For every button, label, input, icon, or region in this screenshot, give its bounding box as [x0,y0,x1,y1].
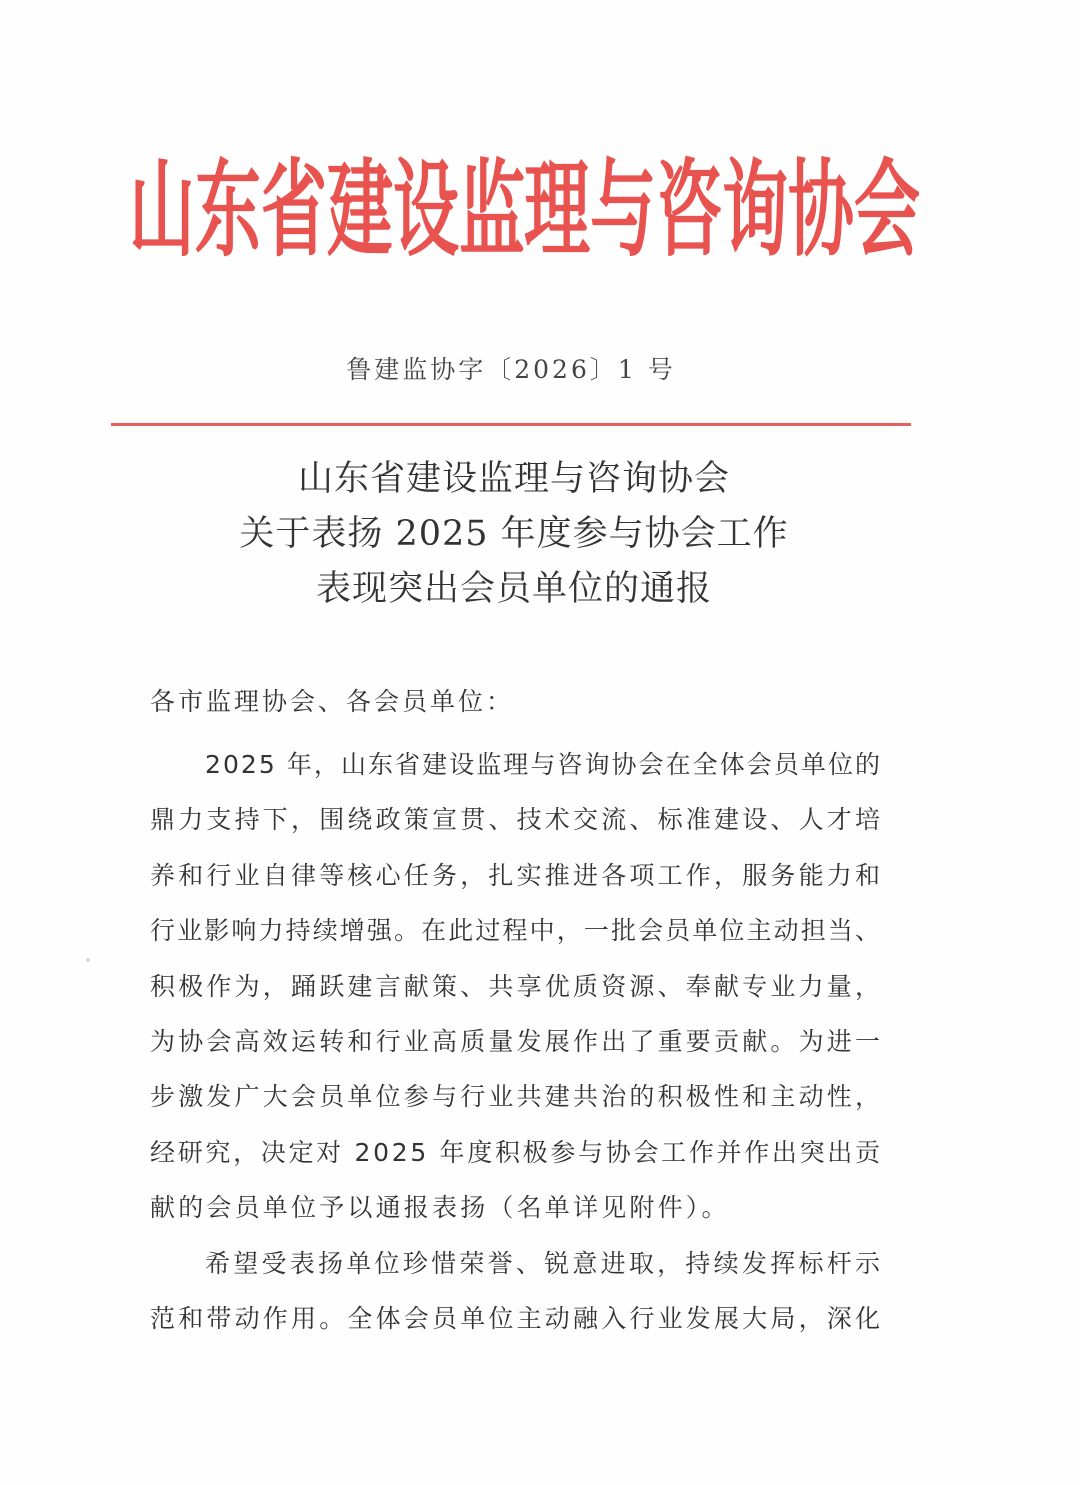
body-line-text: 鼎力支持下，围绕政策宣贯、技术交流、标准建设、人才培 [150,805,884,835]
masthead-char: 与 [590,147,657,271]
body-line-text: 步激发广大会员单位参与行业共建共治的积极性和主动性， [150,1082,884,1112]
body-line-text: 2025 年，山东省建设监理与咨询协会在全体会员单位的 [205,750,883,779]
body-line-text: 行业影响力持续增强。在此过程中，一批会员单位主动担当、 [150,916,883,946]
title-line: 关于表扬 2025 年度参与协会工作 [239,514,789,554]
body-line [150,1125,883,1180]
masthead-char: 设 [392,147,459,271]
masthead-char: 协 [788,147,855,271]
masthead-char: 东 [194,147,261,271]
masthead-char: 会 [854,147,921,271]
body-line-text: 希望受表扬单位珍惜荣誉、锐意进取，持续发挥标杆示 [205,1248,884,1278]
body-line-text: 积极作为，踊跃建言献策、共享优质资源、奉献专业力量， [150,971,884,1001]
salutation: 各市监理协会、各会员单位： [150,687,515,716]
body-line [150,1291,884,1346]
body-line [150,1236,884,1291]
notice-title [0,452,1028,617]
masthead-char: 山 [129,147,196,271]
masthead-char: 监 [458,147,525,271]
scan-artifact [86,958,90,962]
body-line [150,1180,880,1235]
masthead-char: 省 [260,147,327,271]
body-line [150,1069,884,1124]
body-line [150,903,883,958]
body-line-text: 养和行业自律等核心任务，扎实推进各项工作，服务能力和 [150,860,884,890]
masthead-title [118,147,921,271]
masthead-char: 咨 [656,147,723,271]
title-line: 山东省建设监理与咨询协会 [297,459,730,499]
masthead-char: 询 [722,147,789,271]
body-line-text: 献的会员单位予以通报表扬（名单详见附件）。 [150,1193,730,1223]
body-line [150,848,884,903]
body-line-text: 为协会高效运转和行业高质量发展作出了重要贡献。为进一 [150,1026,884,1056]
body-text [150,737,884,1346]
masthead-char: 理 [524,147,591,271]
title-line: 表现突出会员单位的通报 [315,569,712,609]
body-line-text: 范和带动作用。全体会员单位主动融入行业发展大局，深化 [150,1303,884,1333]
masthead-char: 建 [326,147,393,271]
red-divider-rule [111,423,911,426]
body-line [150,959,884,1014]
body-line-text: 经研究，决定对 2025 年度积极参与协会工作并作出突出贡 [150,1137,883,1167]
body-line [150,792,884,847]
body-line [150,737,883,792]
body-line [150,1014,884,1069]
document-number: 鲁建监协字〔2026〕1 号 [346,355,676,384]
